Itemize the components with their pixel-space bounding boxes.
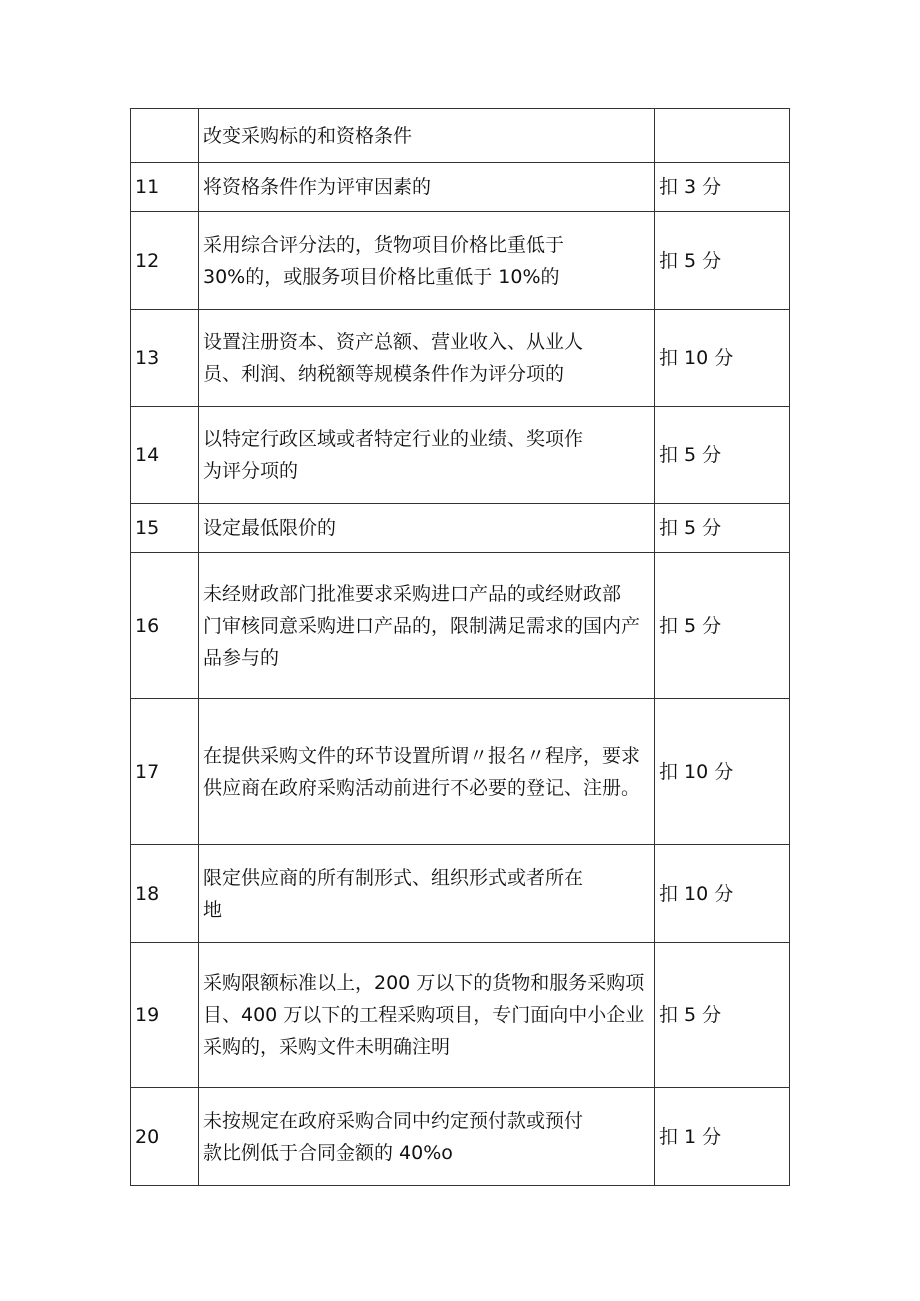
row-number: 11 [131,163,199,212]
table-row [131,163,790,212]
row-score: 扣 5 分 [655,553,790,699]
row-description [199,212,655,310]
row-number: 13 [131,310,199,407]
table-row [131,407,790,504]
description-line: 采用综合评分法的，货物项目价格比重低于 [203,233,565,256]
row-description [199,407,655,504]
row-score: 扣 10 分 [655,699,790,845]
description-line: 限定供应商的所有制形式、组织形式或者所在 [203,866,584,889]
table-row [131,212,790,310]
description-line: 设定最低限价的 [203,517,337,539]
row-score: 扣 3 分 [655,163,790,212]
row-score: 扣 5 分 [655,504,790,553]
description-line: 将资格条件作为评审因素的 [203,176,432,198]
description-line: 为评分项的 [203,460,299,482]
description-line: 供应商在政府采购活动前进行不必要的登记、注册。 [203,776,641,799]
description-line: 30%的，或服务项目价格比重低于 10%的 [203,265,560,288]
table-row [131,699,790,845]
row-score: 扣 10 分 [655,845,790,943]
table-row [131,943,790,1088]
row-number: 17 [131,699,199,845]
row-number [131,109,199,163]
row-description [199,504,655,553]
description-line: 改变采购标的和资格条件 [203,124,413,147]
table-row [131,553,790,699]
description-line: 未经财政部门批准要求采购进口产品的或经财政部 [203,582,622,605]
table-row [131,504,790,553]
row-number: 12 [131,212,199,310]
row-number: 20 [131,1088,199,1186]
row-description [199,943,655,1088]
row-number: 16 [131,553,199,699]
description-line: 未按规定在政府采购合同中约定预付款或预付 [203,1109,584,1132]
row-score [655,109,790,163]
row-description [199,109,655,163]
description-line: 目、400 万以下的工程采购项目，专门面向中小企业 [203,1004,645,1026]
description-line: 地 [203,898,223,921]
row-number: 18 [131,845,199,943]
penalty-table [130,108,790,1186]
description-line: 在提供采购文件的环节设置所谓〃报名〃程序，要求 [203,744,641,767]
table-row [131,310,790,407]
description-line: 款比例低于合同金额的 40%o [203,1141,453,1164]
row-score: 扣 5 分 [655,943,790,1088]
row-score: 扣 5 分 [655,212,790,310]
row-score: 扣 10 分 [655,310,790,407]
table-row [131,845,790,943]
description-line: 品参与的 [203,646,280,669]
table-row [131,109,790,163]
row-score: 扣 1 分 [655,1088,790,1186]
table-row [131,1088,790,1186]
row-description [199,1088,655,1186]
description-line: 门审核同意采购进口产品的，限制满足需求的国内产 [203,614,641,637]
description-line: 员、利润、纳税额等规模条件作为评分项的 [203,363,565,385]
row-description [199,310,655,407]
description-line: 采购的，采购文件未明确注明 [203,1036,451,1058]
row-description [199,699,655,845]
row-score: 扣 5 分 [655,407,790,504]
row-number: 19 [131,943,199,1088]
row-number: 14 [131,407,199,504]
row-description [199,845,655,943]
description-line: 设置注册资本、资产总额、营业收入、从业人 [203,331,584,353]
row-number: 15 [131,504,199,553]
description-line: 以特定行政区域或者特定行业的业绩、奖项作 [203,428,584,450]
row-description [199,163,655,212]
description-line: 采购限额标准以上，200 万以下的货物和服务采购项 [203,972,645,994]
row-description [199,553,655,699]
